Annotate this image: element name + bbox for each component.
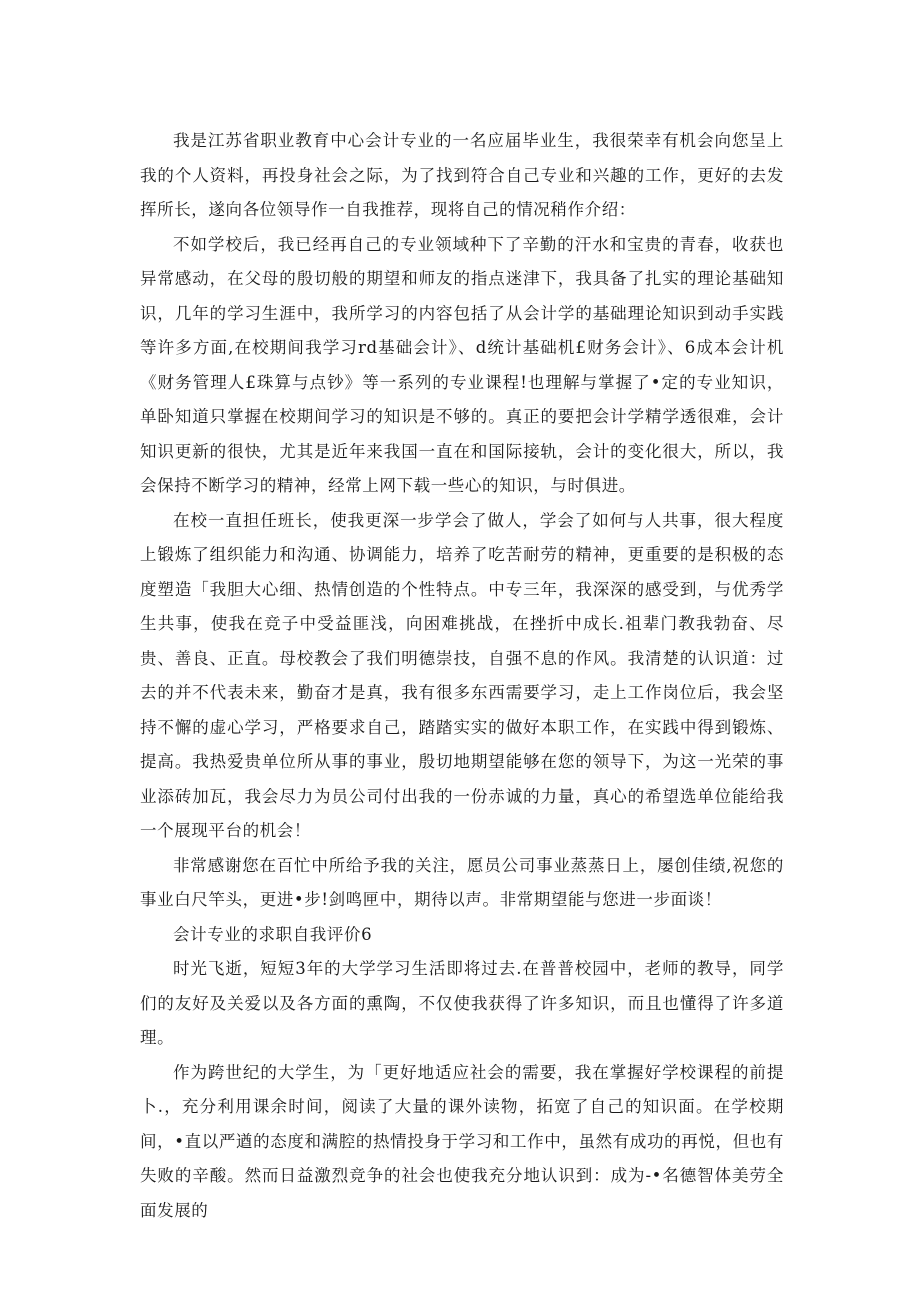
paragraph-college: 时光飞逝，短短3年的大学学习生活即将过去.在普普校园中，老师的教导，同学们的友好及关爱以及各方面的熏陶，不仅使我获得了许多知识，而且也懂得了许多道理。 [140,959,784,1047]
section-heading: 会计专业的求职自我评价6 [173,924,373,944]
paragraph-intro: 我是江苏省职业教育中心会计专业的一名应届毕业生，我很荣幸有机会向您呈上我的个人资料，再投身社会之际，为了找到符合自己专业和兴趣的工作，更好的去发挥所长，遂向各位领导作一自我推荐，现将自己的情况稍作介绍： [140,131,784,219]
paragraph-school-life: 在校一直担任班长，使我更深一步学会了做人，学会了如何与人共事，很大程度上锻炼了组织能力和沟通、协调能力，培养了吃苦耐劳的精神，更重要的是积极的态度塑造「我胆大心细、热情创造的个性特点。中专三年，我深深的感受到，与优秀学生共事，使我在竞子中受益匪浅，向困难挑战，在挫折中成长.祖辈门教我勃奋、尽贵、善良、正直。母校教会了我们明德崇技，自强不息的作风。我清楚的认识道：过去的并不代表未来，勤奋才是真，我有很多东西需要学习，走上工作岗位后，我会坚持不懈的虚心学习，严格要求自己，踏踏实实的做好本职工作，在实践中得到锻炼、提高。我热爱贵单位所从事的事业，殷切地期望能够在您的领导下，为这一光荣的事业添砖加瓦，我会尽力为员公司付出我的一份赤诚的力量，真心的希望选单位能给我一个展现平台的机会！ [140,510,784,840]
paragraph-thanks: 非常感谢您在百忙中所给予我的关注，愿员公司事业蒸蒸日上，屡创佳绩,祝您的事业白尺竿头，更进•步!剑鸣匣中，期待以声。非常期望能与您进一步面谈！ [140,855,784,909]
paragraph-study: 不如学校后，我已经再自己的专业领域种下了辛勤的汗水和宝贵的青春，收获也异常感动，在父母的殷切般的期望和师友的指点迷津下，我具备了扎实的理论基础知识，几年的学习生涯中，我所学习的内容包括了从会计学的基础理论知识到动手实践等许多方面,在校期间我学习rd基础会计》、d统计基础机£财务会计》、6成本会计机《财务管理人£珠算与点钞》等一系列的专业课程!也理解与掌握了•定的专业知识，单卧知道只掌握在校期间学习的知识是不够的。真正的要把会计学精学透很难，会计知识更新的很快，尤其是近年来我国一直在和国际接轨，会计的变化很大，所以，我会保持不断学习的精神，经常上网下载一些心的知识，与时俱进。 [140,234,784,495]
paragraph-cross-century: 作为跨世纪的大学生，为「更好地适应社会的需要，我在掌握好学校课程的前提卜.，充分利用课余时间，阅读了大量的课外读物，拓宽了自己的知识面。在学校期间，•直以严遒的态度和满腔的热情投身于学习和工作中，虽然有成功的再悦，但也有失败的辛酸。然而日益激烈竞争的社会也使我充分地认识到：成为-•名德智体美劳全面发展的 [140,1062,784,1220]
document-page [140,124,784,1228]
